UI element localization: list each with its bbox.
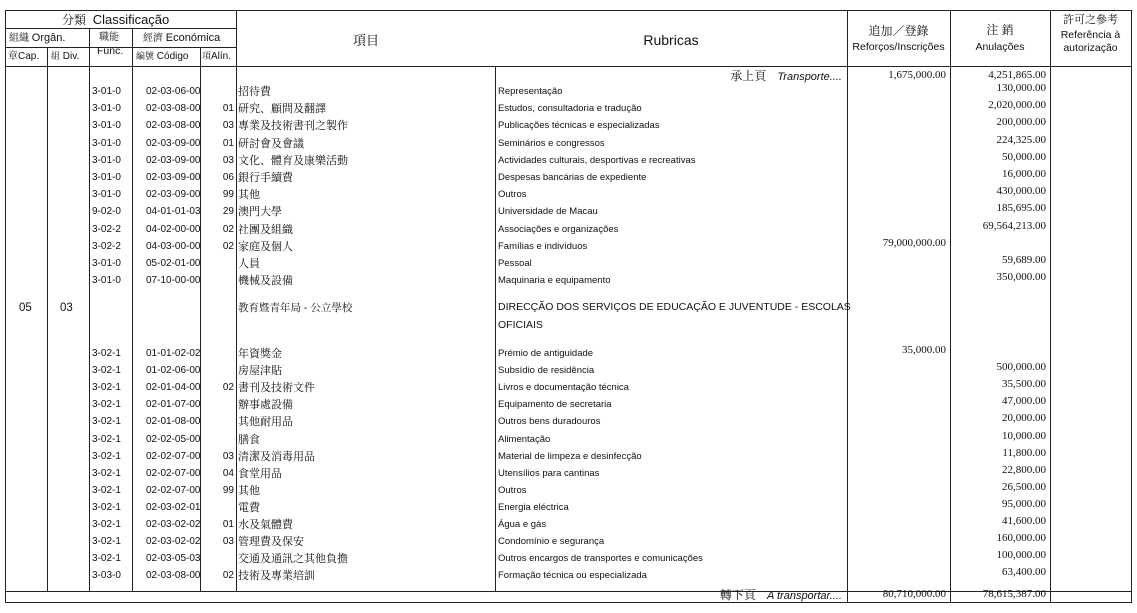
header-reforcos-zh: 追加／登錄 xyxy=(868,24,929,38)
section-a-pt: Despesas bancárias de expediente xyxy=(498,172,647,183)
section-a-func: 9-02-0 xyxy=(92,206,121,218)
section-name-pt-line2: OFICIAIS xyxy=(498,319,543,331)
col-border-reforcos xyxy=(950,10,951,603)
section-b-codigo: 02-03-02-02 xyxy=(146,519,201,530)
section-a-func: 3-02-2 xyxy=(92,240,121,252)
section-a-pt: Outros xyxy=(498,189,527,201)
section-a-pt: Associações e organizações xyxy=(498,223,619,235)
section-a-pt: Pessoal xyxy=(498,258,532,269)
section-b-codigo: 02-02-05-00 xyxy=(146,433,201,445)
section-b-pt: Condomínio e segurança xyxy=(498,536,605,548)
section-a-alin: 01 xyxy=(222,137,234,149)
header-referencia-pt2: autorização xyxy=(1063,42,1118,54)
section-a-alin: 02 xyxy=(222,223,234,235)
transporte-label-pt: Transporte.... xyxy=(777,71,842,83)
section-b-codigo: 02-03-02-01 xyxy=(146,501,201,513)
section-b-anulacoes: 63,400.00 xyxy=(1002,566,1046,579)
section-b-codigo: 01-02-06-00 xyxy=(146,365,201,377)
header-referencia-zh: 許可之參考 xyxy=(1063,14,1118,26)
header-codigo-zh: 編號 xyxy=(136,51,155,61)
header-classificacao-zh: 分類 xyxy=(62,13,87,27)
section-b-func: 3-02-1 xyxy=(92,416,121,428)
section-a-alin: 01 xyxy=(222,103,234,115)
a-transportar-anulacoes: 78,615,387.00 xyxy=(982,588,1046,600)
section-b-pt: Utensílios para cantinas xyxy=(498,467,600,479)
section-a-pt: Maquinaria e equipamento xyxy=(498,275,611,287)
section-b-zh: 管理費及保安 xyxy=(238,536,304,549)
section-b-func: 3-02-1 xyxy=(92,450,121,462)
col-border-cap xyxy=(47,47,48,591)
transporte-label-zh: 承上頁 xyxy=(730,69,767,83)
section-b-alin: 99 xyxy=(222,484,234,496)
section-b-codigo: 02-02-07-00 xyxy=(146,467,201,479)
col-border-right xyxy=(1131,10,1132,603)
section-b-pt: Energia eléctrica xyxy=(498,501,569,513)
header-anulacoes-pt: Anulações xyxy=(975,41,1025,53)
header-item: 項目 xyxy=(352,33,379,48)
section-a-codigo: 02-03-06-00 xyxy=(146,86,201,97)
a-transportar-label-zh: 轉下頁 xyxy=(719,588,756,602)
header-anulacoes-zh: 注 銷 xyxy=(986,23,1014,37)
section-a-anulacoes: 430,000.00 xyxy=(996,185,1046,198)
section-a-anulacoes: 16,000.00 xyxy=(1002,168,1046,180)
header-reforcos-pt: Reforços/Inscrições xyxy=(852,41,945,53)
col-border-alin xyxy=(236,10,237,591)
section-b-alin: 02 xyxy=(222,570,234,582)
section-a-func: 3-01-0 xyxy=(92,137,121,149)
header-organica-pt: Orgân. xyxy=(31,32,66,44)
header-cap-zh: 章 xyxy=(8,51,18,62)
section-b-anulacoes: 10,000.00 xyxy=(1002,429,1046,442)
section-b-zh: 電費 xyxy=(238,501,260,514)
section-a-codigo: 02-03-08-00 xyxy=(146,120,201,132)
section-a-zh: 其他 xyxy=(238,189,260,202)
section-a-zh: 銀行手續費 xyxy=(238,172,293,184)
section-a-codigo: 02-03-09-00 xyxy=(146,154,201,166)
section-b-codigo: 02-01-08-00 xyxy=(146,416,201,428)
section-b-func: 3-02-1 xyxy=(92,382,121,394)
section-a-reforcos: 79,000,000.00 xyxy=(882,236,946,249)
section-b-reforcos: 35,000.00 xyxy=(902,344,946,356)
section-a-pt: Estudos, consultadoria e tradução xyxy=(498,103,642,115)
section-a-anulacoes: 2,020,000.00 xyxy=(988,99,1046,112)
section-b-zh: 辦事處設備 xyxy=(238,399,293,412)
col-border-anulacoes xyxy=(1050,10,1051,603)
section-b-pt: Equipamento de secretaria xyxy=(498,399,612,411)
section-b-func: 3-02-1 xyxy=(92,399,121,411)
section-a-alin: 03 xyxy=(222,154,234,166)
section-a-pt: Seminários e congressos xyxy=(498,137,605,149)
section-b-zh: 房屋津貼 xyxy=(238,365,282,378)
section-a-anulacoes: 50,000.00 xyxy=(1002,150,1046,163)
header-func-zh: 職能 xyxy=(99,32,119,43)
section-a-codigo: 05-02-01-00 xyxy=(146,258,201,269)
section-b-anulacoes: 11,800.00 xyxy=(1002,446,1046,459)
a-transportar-label xyxy=(600,589,842,602)
header-economica-zh: 經濟 xyxy=(143,33,163,44)
section-b-zh: 交通及通訊之其他負擔 xyxy=(238,553,348,566)
section-b-zh: 水及氣體費 xyxy=(238,519,293,531)
header-rubricas: Rubricas xyxy=(643,32,699,48)
section-b-zh: 書刊及技術文件 xyxy=(238,382,315,395)
section-a-codigo: 02-03-09-00 xyxy=(146,172,201,183)
col-border-item xyxy=(495,66,496,591)
section-b-pt: Prémio de antiguidade xyxy=(498,348,594,359)
section-b-codigo: 02-03-02-02 xyxy=(146,536,201,548)
header-organica xyxy=(9,33,65,44)
header-classificacao-pt: Classificação xyxy=(92,12,170,27)
section-a-zh: 招待費 xyxy=(238,86,271,98)
section-a-alin: 99 xyxy=(222,189,234,201)
section-a-zh: 機械及設備 xyxy=(238,275,293,288)
section-b-anulacoes: 47,000.00 xyxy=(1002,395,1046,408)
transporte-label xyxy=(600,70,842,83)
section-a-anulacoes: 200,000.00 xyxy=(996,116,1046,129)
section-a-codigo: 02-03-08-00 xyxy=(146,103,201,115)
section-cap: 05 xyxy=(19,302,32,314)
section-b-codigo: 02-02-07-00 xyxy=(146,484,201,496)
header-cap-pt: Cap. xyxy=(18,51,40,62)
section-b-codigo: 02-03-08-00 xyxy=(146,570,201,582)
section-b-anulacoes: 95,000.00 xyxy=(1002,497,1046,510)
header-alin-zh: 項 xyxy=(202,51,212,61)
col-border-div xyxy=(89,28,90,591)
section-a-anulacoes: 130,000.00 xyxy=(996,82,1046,94)
col-border-codigo xyxy=(200,47,201,591)
section-b-codigo: 02-01-04-00 xyxy=(146,382,201,394)
section-a-zh: 人員 xyxy=(238,258,260,270)
section-b-func: 3-02-1 xyxy=(92,484,121,496)
section-b-pt: Outros xyxy=(498,484,527,496)
section-a-pt: Universidade de Macau xyxy=(498,206,598,218)
section-a-alin: 02 xyxy=(222,240,234,252)
section-b-pt: Formação técnica ou especializada xyxy=(498,570,647,582)
section-a-codigo: 04-02-00-00 xyxy=(146,223,201,235)
header-codigo xyxy=(136,52,189,62)
section-b-zh: 其他耐用品 xyxy=(238,416,293,429)
section-b-pt: Material de limpeza e desinfecção xyxy=(498,450,642,462)
transporte-anulacoes: 4,251,865.00 xyxy=(988,69,1046,81)
section-b-pt: Água e gás xyxy=(498,519,547,530)
section-a-pt: Famílias e indivíduos xyxy=(498,240,588,252)
a-transportar-label-pt: A transportar.... xyxy=(767,590,842,602)
section-b-func: 3-02-1 xyxy=(92,433,121,445)
header-cap xyxy=(8,52,39,62)
section-a-zh: 文化、體育及康樂活動 xyxy=(238,154,348,167)
section-a-zh: 社團及組織 xyxy=(238,223,293,236)
section-a-pt: Representação xyxy=(498,86,563,97)
section-b-zh: 食堂用品 xyxy=(238,467,282,480)
section-a-func: 3-01-0 xyxy=(92,120,121,132)
section-a-codigo: 04-01-01-03 xyxy=(146,206,201,218)
section-a-anulacoes: 185,695.00 xyxy=(996,202,1046,215)
section-a-codigo: 07-10-00-00 xyxy=(146,275,201,287)
section-a-codigo: 02-03-09-00 xyxy=(146,189,201,201)
section-a-zh: 澳門大學 xyxy=(238,206,282,219)
rule-bottom xyxy=(5,602,1132,603)
section-b-codigo: 02-02-07-00 xyxy=(146,450,201,462)
section-a-func: 3-02-2 xyxy=(92,223,121,235)
section-b-func: 3-02-1 xyxy=(92,519,121,530)
section-b-pt: Subsídio de residência xyxy=(498,365,595,377)
header-economica xyxy=(143,33,220,44)
section-b-codigo: 01-01-02-02 xyxy=(146,348,201,359)
section-a-func: 3-01-0 xyxy=(92,86,121,97)
section-b-anulacoes: 500,000.00 xyxy=(996,361,1046,374)
header-alin-pt: Alín. xyxy=(211,51,232,62)
transporte-reforcos: 1,675,000.00 xyxy=(888,69,946,81)
section-a-codigo: 02-03-09-00 xyxy=(146,137,201,149)
section-a-alin: 06 xyxy=(222,172,234,183)
section-b-func: 3-02-1 xyxy=(92,553,121,565)
header-economica-pt: Económica xyxy=(165,32,221,44)
section-a-func: 3-01-0 xyxy=(92,275,121,287)
section-a-func: 3-01-0 xyxy=(92,103,121,115)
section-a-anulacoes: 59,689.00 xyxy=(1002,254,1046,266)
section-b-anulacoes: 35,500.00 xyxy=(1002,378,1046,391)
section-a-alin: 03 xyxy=(222,120,234,132)
section-b-pt: Livros e documentação técnica xyxy=(498,382,629,394)
section-a-alin: 29 xyxy=(222,206,234,218)
section-a-codigo: 04-03-00-00 xyxy=(146,240,201,252)
header-div xyxy=(51,52,79,62)
section-b-func: 3-02-1 xyxy=(92,365,121,377)
section-b-alin: 02 xyxy=(222,382,234,394)
section-b-pt: Alimentação xyxy=(498,433,551,445)
section-name-pt-line1: DIRECÇÃO DOS SERVIÇOS DE EDUCAÇÃO E JUVENTUDE - ESCOLAS xyxy=(498,301,851,313)
header-func-pt: Func. xyxy=(97,45,124,57)
section-b-codigo: 02-03-05-03 xyxy=(146,553,201,565)
section-a-pt: Actividades culturais, desportivas e recreativas xyxy=(498,154,696,166)
section-a-func: 3-01-0 xyxy=(92,258,121,269)
header-codigo-pt: Código xyxy=(156,51,189,62)
section-b-codigo: 02-01-07-00 xyxy=(146,399,201,411)
section-a-pt: Publicações técnicas e especializadas xyxy=(498,120,660,132)
rule-top xyxy=(5,10,1132,11)
section-b-zh: 技術及專業培訓 xyxy=(238,570,315,583)
col-border-left xyxy=(5,10,6,603)
a-transportar-reforcos: 80,710,000.00 xyxy=(882,588,946,600)
section-b-func: 3-02-1 xyxy=(92,501,121,513)
section-b-alin: 04 xyxy=(222,467,234,479)
header-organica-zh: 組織 xyxy=(9,33,29,44)
header-classificacao xyxy=(62,13,169,26)
section-b-alin: 03 xyxy=(222,450,234,462)
section-b-anulacoes: 20,000.00 xyxy=(1002,412,1046,425)
header-referencia-pt1: Referência à xyxy=(1060,29,1121,41)
section-b-pt: Outros bens duradouros xyxy=(498,416,601,428)
section-a-zh: 家庭及個人 xyxy=(238,240,293,253)
header-alin xyxy=(202,52,231,62)
section-b-alin: 03 xyxy=(222,536,234,548)
rule-header-mid1 xyxy=(5,28,237,29)
section-a-zh: 專業及技術書刊之製作 xyxy=(238,120,348,133)
col-border-func xyxy=(132,28,133,591)
header-div-pt: Div. xyxy=(62,51,80,62)
section-a-zh: 研究、顧問及翻譯 xyxy=(238,103,326,116)
section-b-anulacoes: 41,600.00 xyxy=(1002,515,1046,527)
section-b-func: 3-02-1 xyxy=(92,467,121,479)
section-b-func: 3-02-1 xyxy=(92,536,121,548)
section-b-pt: Outros encargos de transportes e comunicações xyxy=(498,553,703,565)
section-div: 03 xyxy=(60,302,73,314)
section-b-func: 3-03-0 xyxy=(92,570,121,582)
section-a-zh: 研討會及會議 xyxy=(238,137,304,150)
section-b-anulacoes: 160,000.00 xyxy=(996,532,1046,545)
section-a-anulacoes: 224,325.00 xyxy=(996,133,1046,146)
section-b-anulacoes: 26,500.00 xyxy=(1002,480,1046,493)
section-b-zh: 年資獎金 xyxy=(238,348,282,360)
section-b-func: 3-02-1 xyxy=(92,348,121,359)
section-a-anulacoes: 350,000.00 xyxy=(996,271,1046,284)
section-b-alin: 01 xyxy=(222,519,234,530)
section-a-func: 3-01-0 xyxy=(92,172,121,183)
section-a-func: 3-01-0 xyxy=(92,189,121,201)
section-a-anulacoes: 69,564,213.00 xyxy=(982,219,1046,232)
header-div-zh: 組 xyxy=(51,51,61,61)
section-b-anulacoes: 100,000.00 xyxy=(996,549,1046,562)
section-a-func: 3-01-0 xyxy=(92,154,121,166)
rule-header-bottom xyxy=(5,66,1132,67)
section-b-zh: 其他 xyxy=(238,484,260,497)
section-b-anulacoes: 22,800.00 xyxy=(1002,463,1046,476)
section-name-zh: 教育暨青年局 - 公立學校 xyxy=(238,302,353,314)
section-b-zh: 清潔及消毒用品 xyxy=(238,450,315,463)
section-b-zh: 膳食 xyxy=(238,433,260,446)
